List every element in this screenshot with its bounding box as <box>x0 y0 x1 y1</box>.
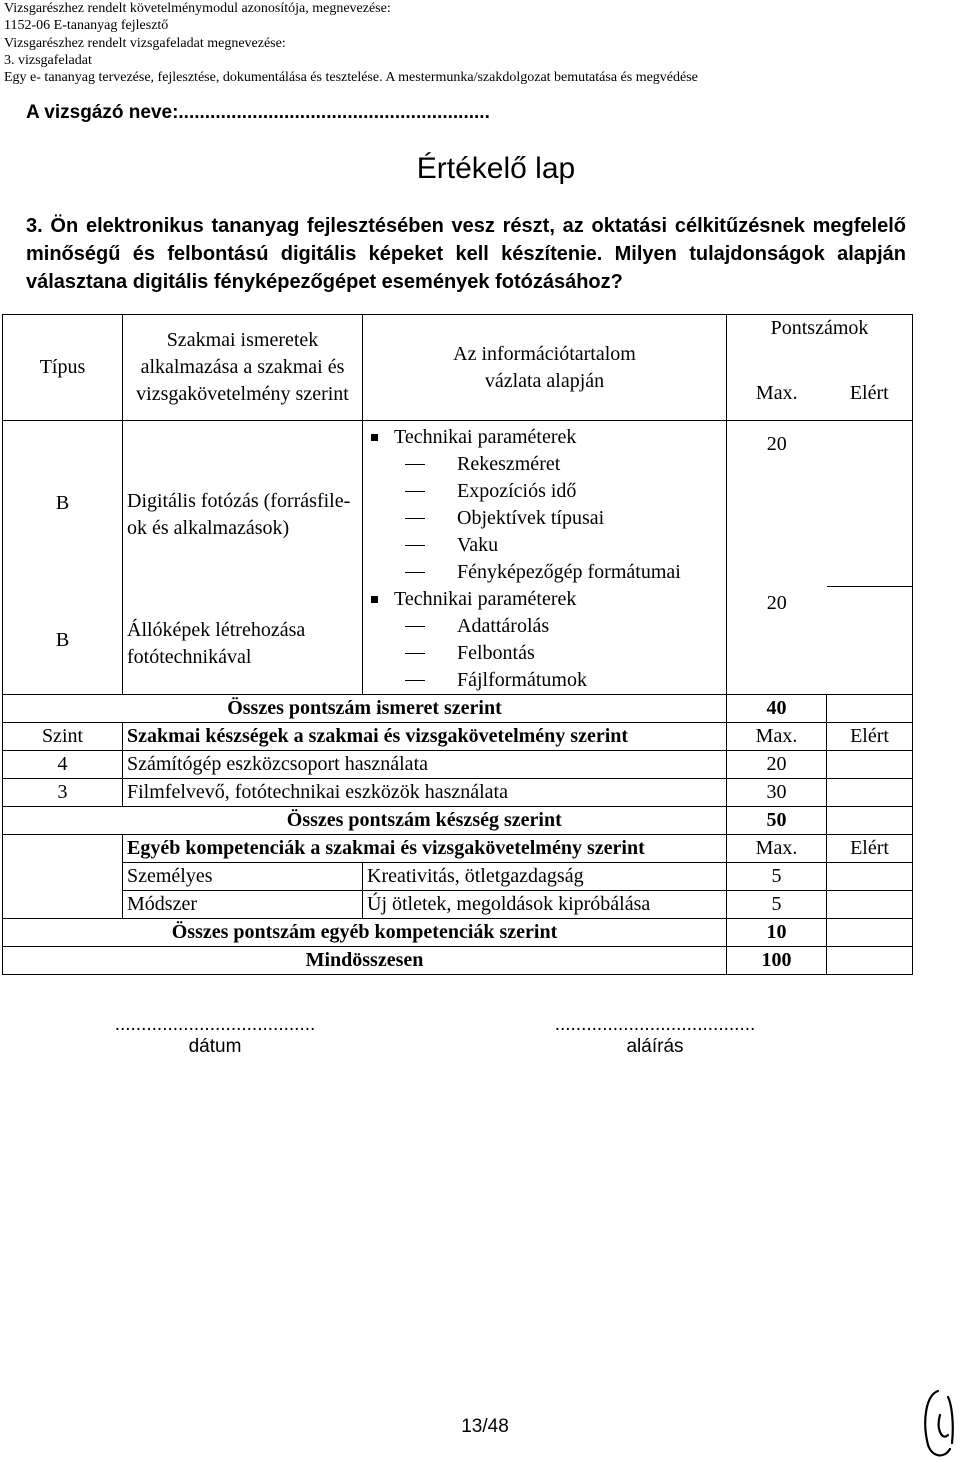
total-label: Összes pontszám egyéb kompetenciák szerint <box>3 919 727 947</box>
info-item: Expozíciós idő <box>457 480 577 502</box>
achieved-cell <box>827 751 913 779</box>
empty-cell <box>3 863 123 891</box>
competence-cell: Új ötletek, megoldások kipróbálása <box>363 891 727 919</box>
dash-bullet-icon <box>405 653 425 655</box>
list-item <box>363 505 726 532</box>
table-header-row <box>3 315 913 367</box>
points-header: Pontszámok <box>727 315 913 367</box>
achieved-cell <box>827 807 913 835</box>
info-header: Az információtartalom vázlata alapján <box>363 315 727 421</box>
dash-bullet-icon <box>405 572 425 574</box>
evaluation-table <box>2 314 913 975</box>
list-item <box>363 613 726 640</box>
page-number: 13/48 <box>461 1416 509 1437</box>
empty-cell <box>3 835 123 863</box>
square-bullet-icon <box>371 434 378 441</box>
dash-bullet-icon <box>405 491 425 493</box>
info-cell <box>363 586 727 695</box>
table-row <box>3 751 913 779</box>
date-label: dátum <box>188 1036 242 1057</box>
total-label: Összes pontszám ismeret szerint <box>3 695 727 723</box>
max-cell: 20 <box>727 421 827 587</box>
dash-bullet-icon <box>405 518 425 520</box>
list-item <box>363 640 726 667</box>
max-header: Max. <box>727 723 827 751</box>
achieved-header: Elért <box>827 367 913 421</box>
dash-bullet-icon <box>405 680 425 682</box>
max-cell: 30 <box>727 779 827 807</box>
info-heading: Technikai paraméterek <box>394 588 577 610</box>
dash-bullet-icon <box>405 626 425 628</box>
dash-bullet-icon <box>405 545 425 547</box>
achieved-cell <box>827 863 913 891</box>
list-item <box>363 451 726 478</box>
total-row <box>3 695 913 723</box>
signature-block <box>510 1014 800 1058</box>
signature-label: aláírás <box>626 1036 684 1057</box>
info-item: Objektívek típusai <box>457 507 605 529</box>
list-item <box>363 559 726 586</box>
max-header: Max. <box>727 835 827 863</box>
empty-cell <box>3 891 123 919</box>
type-cell: B <box>3 421 123 587</box>
page-title <box>0 152 960 186</box>
achieved-cell <box>827 586 913 695</box>
total-value: 50 <box>727 807 827 835</box>
type-header: Típus <box>3 315 123 421</box>
info-item: Felbontás <box>457 642 535 664</box>
other-header: Egyéb kompetenciák a szakmai és vizsgakövetelmény szerint <box>123 835 727 863</box>
table-row <box>3 586 913 695</box>
other-header-row <box>3 835 913 863</box>
info-item: Adattárolás <box>457 615 550 637</box>
task-question: 3. Ön elektronikus tananyag fejlesztésében vesz részt, az oktatási célkitűzésnek megfelelő minőségű és felbontású digitális képeket kell készítenie. Milyen tulajdonságok alapján választana digitális fényképezőgépet események fotózásához? <box>26 215 906 293</box>
info-item: Vaku <box>457 534 499 556</box>
skill-cell: Filmfelvevő, fotótechnikai eszközök használata <box>123 779 727 807</box>
level-header: Szint <box>3 723 123 751</box>
info-item: Rekeszméret <box>457 453 561 475</box>
signature-dots: ...................................... <box>554 1014 756 1035</box>
info-item: Fényképezőgép formátumai <box>457 561 681 583</box>
level-cell: 3 <box>3 779 123 807</box>
max-cell: 20 <box>727 751 827 779</box>
topic-cell: Állóképek létrehozása fotótechnikával <box>123 586 363 695</box>
skills-header: Szakmai készségek a szakmai és vizsgakövetelmény szerint <box>123 723 727 751</box>
achieved-cell <box>827 695 913 723</box>
topic-cell: Digitális fotózás (forrásfile-ok és alkalmazások) <box>123 421 363 587</box>
info-cell <box>363 421 727 587</box>
total-label: Összes pontszám készség szerint <box>123 807 727 835</box>
knowledge-header: Szakmai ismeretek alkalmazása a szakmai és vizsgakövetelmény szerint <box>123 315 363 421</box>
document-header <box>4 0 698 86</box>
list-item <box>363 424 726 451</box>
empty-cell <box>3 807 123 835</box>
list-item <box>363 478 726 505</box>
max-header: Max. <box>727 367 827 421</box>
category-cell: Módszer <box>123 891 363 919</box>
list-item <box>363 667 726 694</box>
achieved-cell <box>827 919 913 947</box>
achieved-cell <box>827 421 913 587</box>
table-row <box>3 421 913 587</box>
total-value: 40 <box>727 695 827 723</box>
skill-cell: Számítógép eszközcsoport használata <box>123 751 727 779</box>
header-line: Egy e- tananyag tervezése, fejlesztése, dokumentálása és tesztelése. A mestermunka/szakdolgozat bemutatása és megvédése <box>4 70 698 86</box>
date-dots: ...................................... <box>114 1014 316 1035</box>
category-cell: Személyes <box>123 863 363 891</box>
achieved-cell <box>827 779 913 807</box>
table-row <box>3 779 913 807</box>
info-heading: Technikai paraméterek <box>394 426 577 448</box>
header-line: Vizsgarészhez rendelt vizsgafeladat megnevezése: <box>4 35 286 51</box>
candidate-name-label: A vizsgázó neve:........................................................... <box>26 102 490 123</box>
header-line: Vizsgarészhez rendelt követelménymodul azonosítója, megnevezése: <box>4 1 391 16</box>
header-line: 1152-06 E-tananyag fejlesztő <box>4 18 169 34</box>
achieved-cell <box>827 891 913 919</box>
skills-header-row <box>3 723 913 751</box>
header-line: 3. vizsgafeladat <box>4 52 92 68</box>
max-cell: 5 <box>727 863 827 891</box>
type-cell: B <box>3 586 123 695</box>
total-row <box>3 919 913 947</box>
achieved-cell <box>827 947 913 975</box>
max-cell: 5 <box>727 891 827 919</box>
list-item <box>363 586 726 613</box>
competence-cell: Kreativitás, ötletgazdagság <box>363 863 727 891</box>
total-row <box>3 807 913 835</box>
grand-total-value: 100 <box>727 947 827 975</box>
achieved-header: Elért <box>827 723 913 751</box>
list-item <box>363 532 726 559</box>
grand-total-row <box>3 947 913 975</box>
total-value: 10 <box>727 919 827 947</box>
square-bullet-icon <box>371 596 378 603</box>
achieved-header: Elért <box>827 835 913 863</box>
max-cell: 20 <box>727 586 827 695</box>
grand-total-label: Mindösszesen <box>3 947 727 975</box>
date-signature-block <box>70 1014 360 1058</box>
table-row <box>3 863 913 891</box>
info-item: Fájlformátumok <box>457 669 587 691</box>
table-row <box>3 891 913 919</box>
level-cell: 4 <box>3 751 123 779</box>
page-title-text: Értékelő lap <box>416 152 576 185</box>
dash-bullet-icon <box>405 464 425 466</box>
